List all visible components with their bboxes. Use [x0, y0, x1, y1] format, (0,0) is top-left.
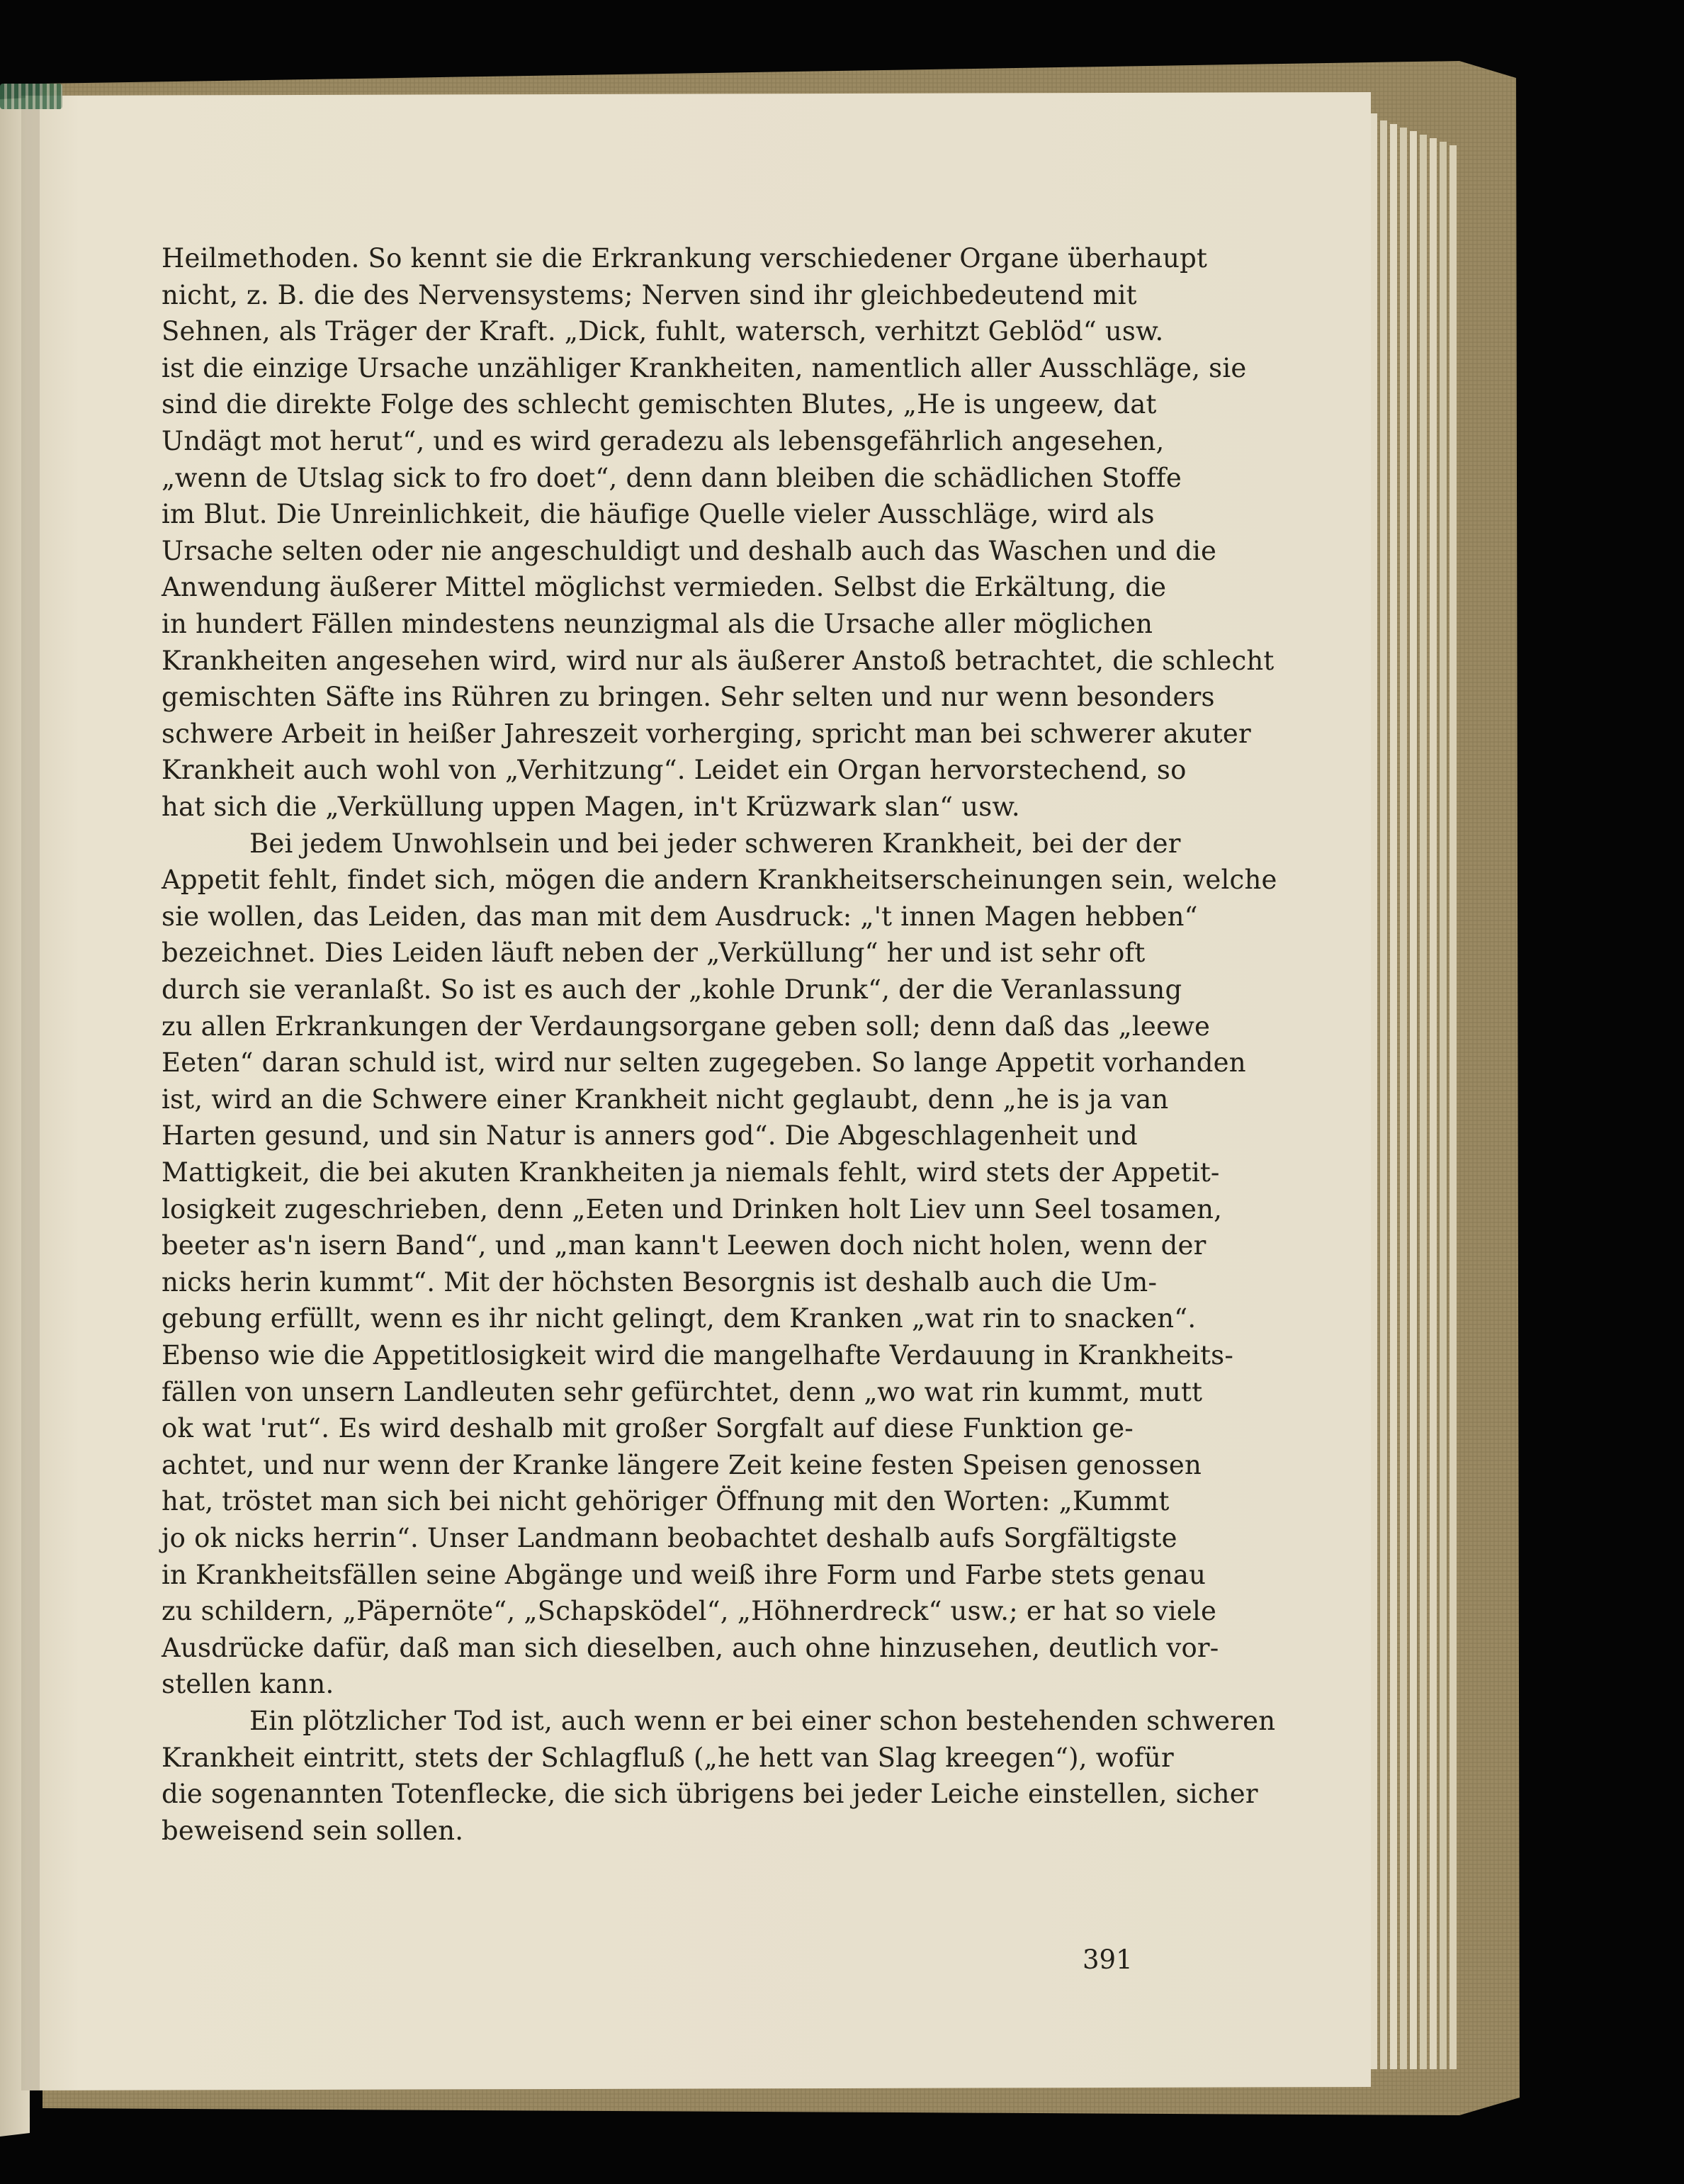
- text-line: zu allen Erkrankungen der Verdaungsorgane geben soll; denn daß das „leewe: [162, 1011, 1211, 1042]
- text-line: Krankheit auch wohl von „Verhitzung“. Leidet ein Organ hervorstechend, so: [162, 755, 1187, 786]
- text-line: Eeten“ daran schuld ist, wird nur selten zugegeben. So lange Appetit vorhanden: [162, 1047, 1246, 1079]
- text-line: Mattigkeit, die bei akuten Krankheiten ja niemals fehlt, wird stets der Appetit-: [162, 1157, 1220, 1188]
- text-line: losigkeit zugeschrieben, denn „Eeten und Drinken holt Liev unn Seel tosamen,: [162, 1193, 1223, 1225]
- text-line: ok wat 'rut“. Es wird deshalb mit großer Sorgfalt auf diese Funktion ge-: [162, 1413, 1134, 1444]
- text-line: ist, wird an die Schwere einer Krankheit nicht geglaubt, denn „he is ja van: [162, 1083, 1169, 1115]
- text-line: hat, tröstet man sich bei nicht gehöriger Öffnung mit den Worten: „Kummt: [162, 1486, 1170, 1517]
- text-line: Krankheiten angesehen wird, wird nur als äußerer Anstoß betrachtet, die schlecht: [162, 645, 1275, 676]
- text-line: beeter as'n isern Band“, und „man kann't Leewen doch nicht holen, wenn der: [162, 1230, 1207, 1261]
- text-line: stellen kann.: [162, 1669, 334, 1700]
- text-line: in Krankheitsfällen seine Abgänge und weiß ihre Form und Farbe stets genau: [162, 1559, 1207, 1590]
- text-line: in hundert Fällen mindestens neunzigmal als die Ursache aller möglichen: [162, 609, 1153, 639]
- text-line: Anwendung äußerer Mittel möglichst vermieden. Selbst die Erkältung, die: [162, 572, 1167, 603]
- text-line: Ausdrücke dafür, daß man sich dieselben, auch ohne hinzusehen, deutlich vor-: [162, 1632, 1219, 1663]
- text-line: beweisend sein sollen.: [162, 1815, 464, 1846]
- text-line: bezeichnet. Dies Leiden läuft neben der „Verküllung“ her und ist sehr oft: [162, 938, 1146, 969]
- text-line: Appetit fehlt, findet sich, mögen die andern Krankheitserscheinungen sein, welche: [162, 865, 1277, 896]
- text-line: Harten gesund, und sin Natur is anners god“. Die Abgeschlagenheit und: [162, 1120, 1138, 1152]
- text-line: Bei jedem Unwohlsein und bei jeder schweren Krankheit, bei der der: [249, 828, 1181, 859]
- text-line: im Blut. Die Unreinlichkeit, die häufige Quelle vieler Ausschläge, wird als: [162, 499, 1155, 530]
- text-line: Undägt mot herut“, und es wird geradezu als lebensgefährlich angesehen,: [162, 426, 1165, 456]
- text-line: durch sie veranlaßt. So ist es auch der „kohle Drunk“, der die Veranlassung: [162, 974, 1182, 1005]
- text-line: fällen von unsern Landleuten sehr gefürchtet, denn „wo wat rin kummt, mutt: [162, 1376, 1203, 1407]
- page-body-text: [162, 240, 1277, 1954]
- text-line: sind die direkte Folge des schlecht gemischten Blutes, „He is ungeew, dat: [162, 389, 1157, 420]
- text-line: nicks herin kummt“. Mit der höchsten Besorgnis ist deshalb auch die Um-: [162, 1266, 1158, 1298]
- text-line: sie wollen, das Leiden, das man mit dem Ausdruck: „'t innen Magen hebben“: [162, 901, 1198, 932]
- text-line: „wenn de Utslag sick to fro doet“, denn dann bleiben die schädlichen Stoffe: [162, 462, 1182, 493]
- text-line: gemischten Säfte ins Rühren zu bringen. Sehr selten und nur wenn besonders: [162, 682, 1215, 713]
- text-line: achtet, und nur wenn der Kranke längere Zeit keine festen Speisen genossen: [162, 1449, 1202, 1480]
- gutter-shadow: [21, 96, 40, 2090]
- text-line: jo ok nicks herrin“. Unser Landmann beobachtet deshalb aufs Sorgfältigste: [162, 1523, 1177, 1553]
- text-line: ist die einzige Ursache unzähliger Krankheiten, namentlich aller Ausschläge, sie: [162, 352, 1247, 383]
- page-number: 391: [1083, 1944, 1133, 1975]
- text-line: schwere Arbeit in heißer Jahreszeit vorherging, spricht man bei schwerer akuter: [162, 718, 1251, 749]
- text-line: zu schildern, „Päpernöte“, „Schapsködel“, „Höhnerdreck“ usw.; er hat so viele: [162, 1596, 1217, 1627]
- text-line: nicht, z. B. die des Nervensystems; Nerven sind ihr gleichbedeutend mit: [162, 279, 1137, 310]
- text-line: Ursache selten oder nie angeschuldigt und deshalb auch das Waschen und die: [162, 535, 1217, 566]
- binding-thread: [0, 84, 62, 109]
- text-line: Heilmethoden. So kennt sie die Erkrankung verschiedener Organe überhaupt: [162, 243, 1208, 274]
- text-line: gebung erfüllt, wenn es ihr nicht gelingt, dem Kranken „wat rin to snacken“.: [162, 1303, 1197, 1334]
- text-line: Krankheit eintritt, stets der Schlagfluß („he hett van Slag kreegen“), wofür: [162, 1742, 1174, 1773]
- text-line: die sogenannten Totenflecke, die sich übrigens bei jeder Leiche einstellen, sicher: [162, 1779, 1258, 1810]
- text-line: Ein plötzlicher Tod ist, auch wenn er bei einer schon bestehenden schweren: [249, 1706, 1276, 1736]
- text-line: Sehnen, als Träger der Kraft. „Dick, fuhlt, watersch, verhitzt Geblöd“ usw.: [162, 316, 1164, 347]
- text-line: Ebenso wie die Appetitlosigkeit wird die mangelhafte Verdauung in Krankheits-: [162, 1340, 1234, 1370]
- text-line: hat sich die „Verküllung uppen Magen, in't Krüzwark slan“ usw.: [162, 792, 1020, 822]
